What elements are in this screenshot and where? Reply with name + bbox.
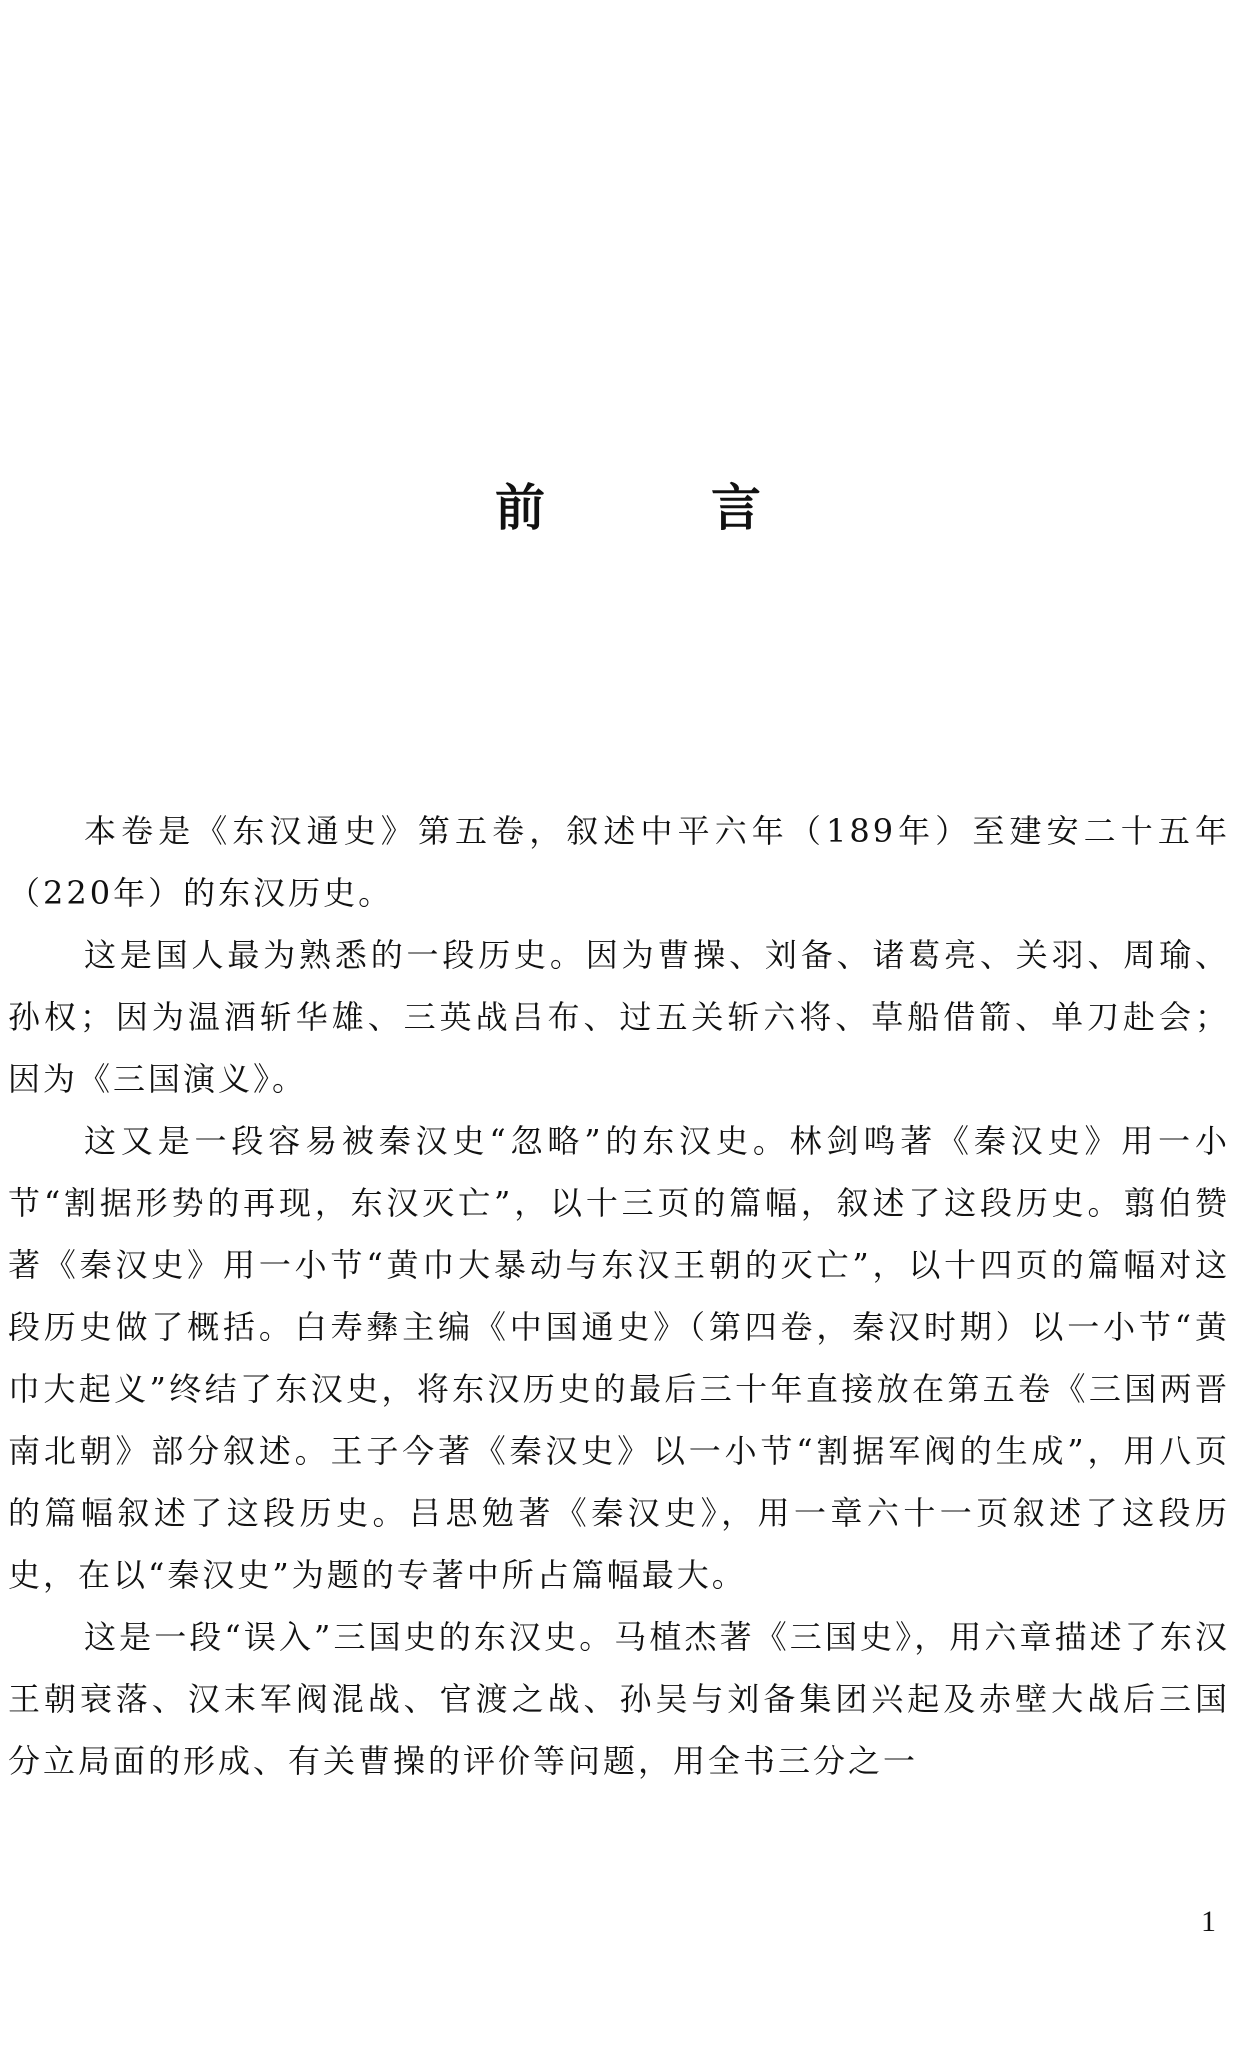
paragraph-1: 本卷是《东汉通史》第五卷，叙述中平六年（189年）至建安二十五年（220年）的东汉历史。 [8, 812, 1230, 912]
body-text [8, 800, 1230, 1792]
page-number: 1 [1201, 1905, 1216, 1938]
paragraph-4: 这是一段“误入”三国史的东汉史。马植杰著《三国史》，用六章描述了东汉王朝衰落、汉末军阀混战、官渡之战、孙吴与刘备集团兴起及赤壁大战后三国分立局面的形成、有关曹操的评价等问题，用全书三分之一 [8, 1618, 1230, 1780]
page-title: 前 言 [495, 478, 819, 537]
paragraph-3: 这又是一段容易被秦汉史“忽略”的东汉史。林剑鸣著《秦汉史》用一小节“割据形势的再现，东汉灭亡”，以十三页的篇幅，叙述了这段历史。翦伯赞著《秦汉史》用一小节“黄巾大暴动与东汉王朝的灭亡”，以十四页的篇幅对这段历史做了概括。白寿彝主编《中国通史》（第四卷，秦汉时期）以一小节“黄巾大起义”终结了东汉史，将东汉历史的最后三十年直接放在第五卷《三国两晋南北朝》部分叙述。王子今著《秦汉史》以一小节“割据军阀的生成”，用八页的篇幅叙述了这段历史。吕思勉著《秦汉史》，用一章六十一页叙述了这段历史，在以“秦汉史”为题的专著中所占篇幅最大。 [8, 1122, 1230, 1594]
paragraph-2: 这是国人最为熟悉的一段历史。因为曹操、刘备、诸葛亮、关羽、周瑜、孙权；因为温酒斩华雄、三英战吕布、过五关斩六将、草船借箭、单刀赴会；因为《三国演义》。 [8, 936, 1230, 1098]
